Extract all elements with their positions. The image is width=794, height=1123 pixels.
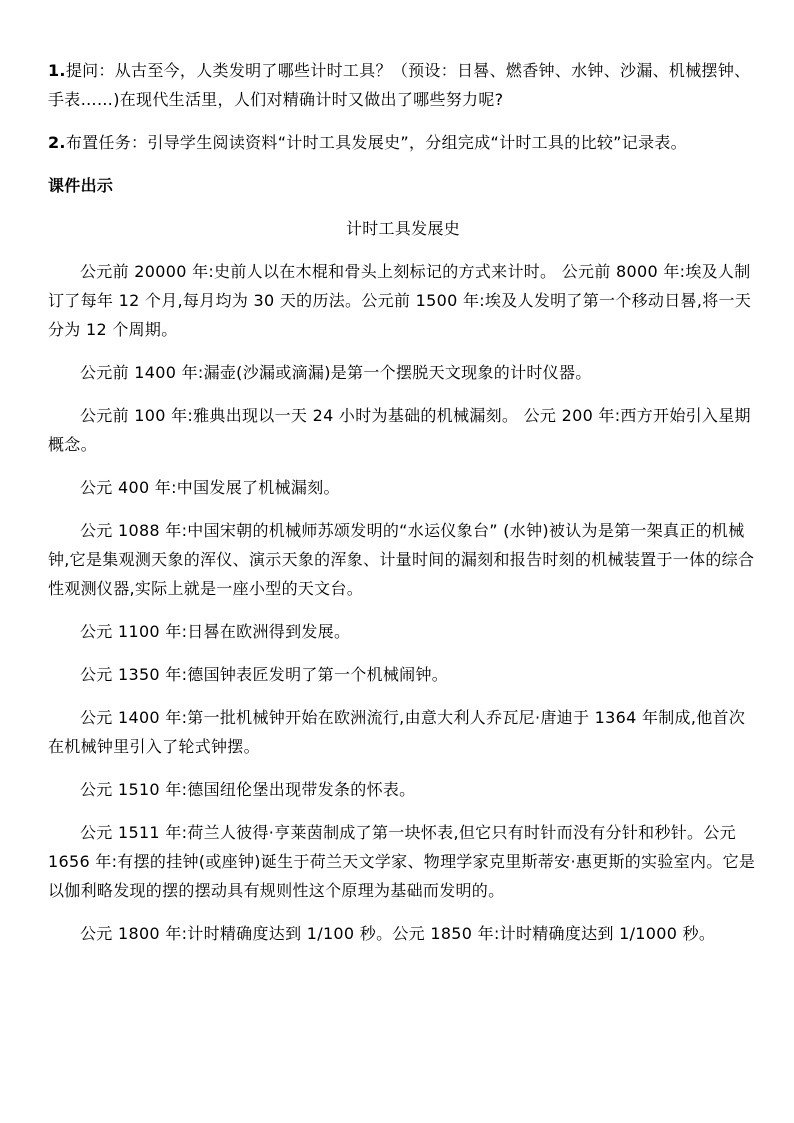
history-paragraph: 公元 1400 年:第一批机械钟开始在欧洲流行,由意大利人乔瓦尼·唐迪于 1364 年制成,他首次在机械钟里引入了轮式钟摆。	[48, 708, 746, 756]
doc-title: 计时工具发展史	[345, 219, 461, 238]
history-paragraph: 公元 1100 年:日晷在欧洲得到发展。	[80, 622, 351, 641]
history-paragraph: 公元 400 年:中国发展了机械漏刻。	[80, 478, 340, 497]
history-paragraph: 公元前 20000 年:史前人以在木棍和骨头上刻标记的方式来计时。 公元前 8000 年:埃及人制订了每年 12 个月,每月均为 30 天的历法。公元前 1500 年:埃及人发明了第一个移动日晷,将一天分为 12 个周期。	[48, 262, 752, 339]
history-paragraph: 公元前 1400 年:漏壶(沙漏或滴漏)是第一个摆脱天文现象的计时仪器。	[80, 363, 592, 382]
task-paragraph	[48, 128, 758, 157]
item-text: 布置任务：引导学生阅读资料“计时工具发展史”，分组完成“计时工具的比较”记录表。	[65, 133, 687, 152]
item-text: 提问：从古至今，人类发明了哪些计时工具？（预设：日晷、燃香钟、水钟、沙漏、机械摆钟、手表……)在现代生活里，人们对精确计时又做出了哪些努力呢?	[48, 61, 751, 109]
item-number: 1.	[48, 61, 66, 80]
history-paragraph: 公元前 100 年:雅典出现以一天 24 小时为基础的机械漏刻。 公元 200 年:西方开始引入星期概念。	[48, 406, 751, 454]
document-page	[48, 56, 758, 948]
section-label: 课件出示	[48, 176, 114, 195]
history-paragraph: 公元 1350 年:德国钟表匠发明了第一个机械闹钟。	[80, 665, 449, 684]
question-paragraph	[48, 56, 758, 114]
history-paragraph: 公元 1511 年:荷兰人彼得·亨莱茵制成了第一块怀表,但它只有时针而没有分针和秒针。公元 1656 年:有摆的挂钟(或座钟)诞生于荷兰天文学家、物理学家克里斯蒂安·惠更斯的实验室内。它是以伽利略发现的摆的摆动具有规则性这个原理为基础而发明的。	[48, 823, 756, 900]
item-number: 2.	[48, 133, 66, 152]
history-paragraph: 公元 1510 年:德国纽伦堡出现带发条的怀表。	[80, 780, 416, 799]
history-paragraph: 公元 1088 年:中国宋朝的机械师苏颂发明的“水运仪象台” (水钟)被认为是第一架真正的机械钟,它是集观测天象的浑仪、演示天象的浑象、计量时间的漏刻和报告时刻的机械装置于一体的综合性观测仪器,实际上就是一座小型的天文台。	[48, 521, 755, 598]
history-paragraph: 公元 1800 年:计时精确度达到 1/100 秒。公元 1850 年:计时精确度达到 1/1000 秒。	[80, 924, 716, 943]
